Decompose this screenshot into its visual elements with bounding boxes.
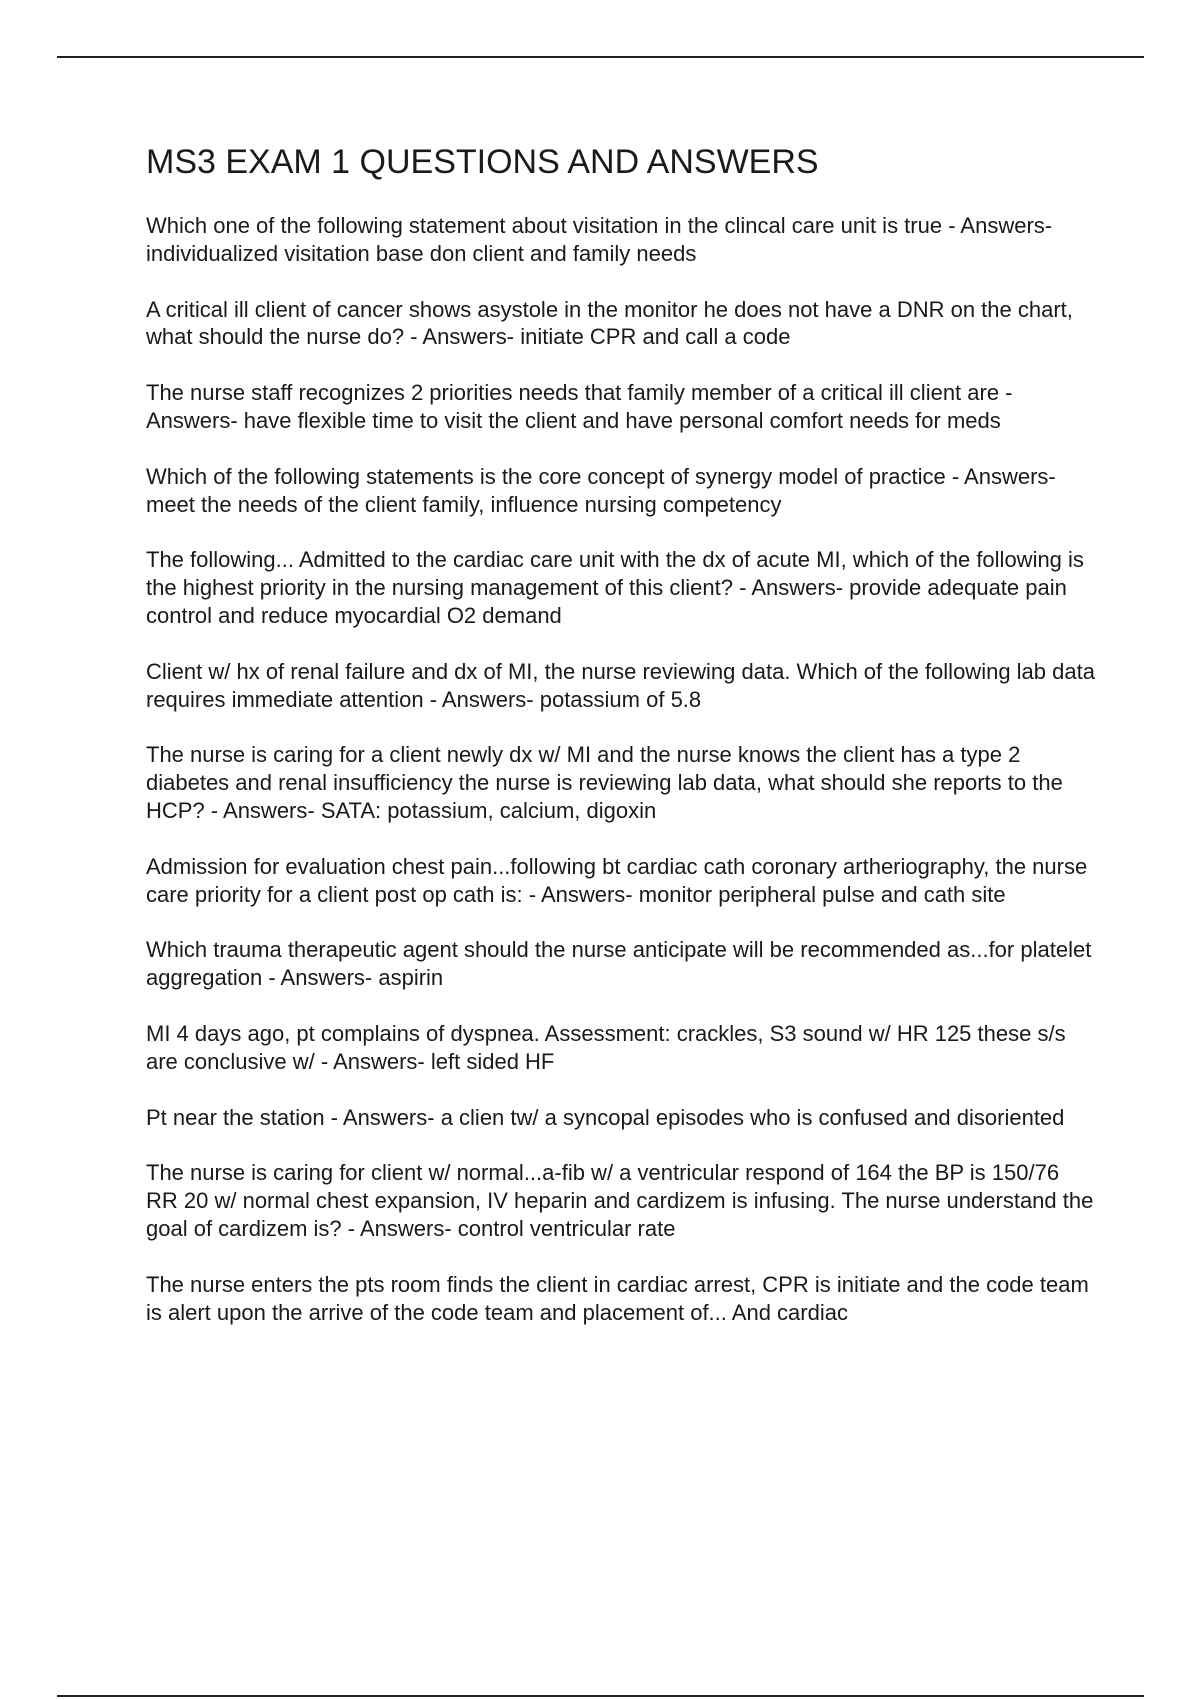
page-title: MS3 EXAM 1 QUESTIONS AND ANSWERS bbox=[146, 143, 819, 181]
qa-item: The following... Admitted to the cardiac care unit with the dx of acute MI, which of the following is the highest priority in the nursing management of this client? - Answers- provide adequate pain control and reduce myocardial O2 demand bbox=[146, 547, 1084, 628]
qa-item: Admission for evaluation chest pain...following bt cardiac cath coronary artheriography, the nurse care priority for a client post op cath is: - Answers- monitor peripheral pulse and cath site bbox=[146, 853, 1088, 907]
qa-item: MI 4 days ago, pt complains of dyspnea. Assessment: crackles, S3 sound w/ HR 125 these s/s are conclusive w/ - Answers- left sided HF bbox=[146, 1020, 1066, 1074]
qa-item: Which one of the following statement about visitation in the clincal care unit is true - Answers- individualized visitation base don client and family needs bbox=[146, 213, 1053, 266]
top-divider bbox=[57, 56, 1144, 58]
qa-item: Which trauma therapeutic agent should the nurse anticipate will be recommended as...for platelet aggregation - Answers- aspirin bbox=[146, 937, 1092, 991]
qa-item: The nurse is caring for a client newly dx w/ MI and the nurse knows the client has a type 2 diabetes and renal insufficiency the nurse is reviewing lab data, what should she reports to the HCP? - Answers- SATA: potassium, calcium, digoxin bbox=[146, 742, 1063, 823]
qa-item: Pt near the station - Answers- a clien tw/ a syncopal episodes who is confused and disoriented bbox=[146, 1104, 1065, 1130]
qa-item: The nurse is caring for client w/ normal...a-fib w/ a ventricular respond of 164 the BP is 150/76 RR 20 w/ normal chest expansion, IV heparin and cardizem is infusing. The nurse understand the goal of cardizem is? - Answers- control ventricular rate bbox=[146, 1160, 1094, 1241]
qa-item: The nurse enters the pts room finds the client in cardiac arrest, CPR is initiate and the code team is alert upon the arrive of the code team and placement of... And cardiac bbox=[146, 1271, 1089, 1325]
qa-item: Which of the following statements is the core concept of synergy model of practice - Answers- meet the needs of the client family, influence nursing competency bbox=[146, 463, 1056, 517]
qa-item: Client w/ hx of renal failure and dx of MI, the nurse reviewing data. Which of the following lab data requires immediate attention - Answers- potassium of 5.8 bbox=[146, 658, 1095, 712]
qa-item: The nurse staff recognizes 2 priorities needs that family member of a critical ill client are - Answers- have flexible time to visit the client and have personal comfort needs for meds bbox=[146, 380, 1013, 433]
qa-item: A critical ill client of cancer shows asystole in the monitor he does not have a DNR on the chart, what should the nurse do? - Answers- initiate CPR and call a code bbox=[146, 296, 1073, 350]
bottom-divider bbox=[57, 1695, 1144, 1697]
document-body bbox=[146, 142, 1096, 1354]
